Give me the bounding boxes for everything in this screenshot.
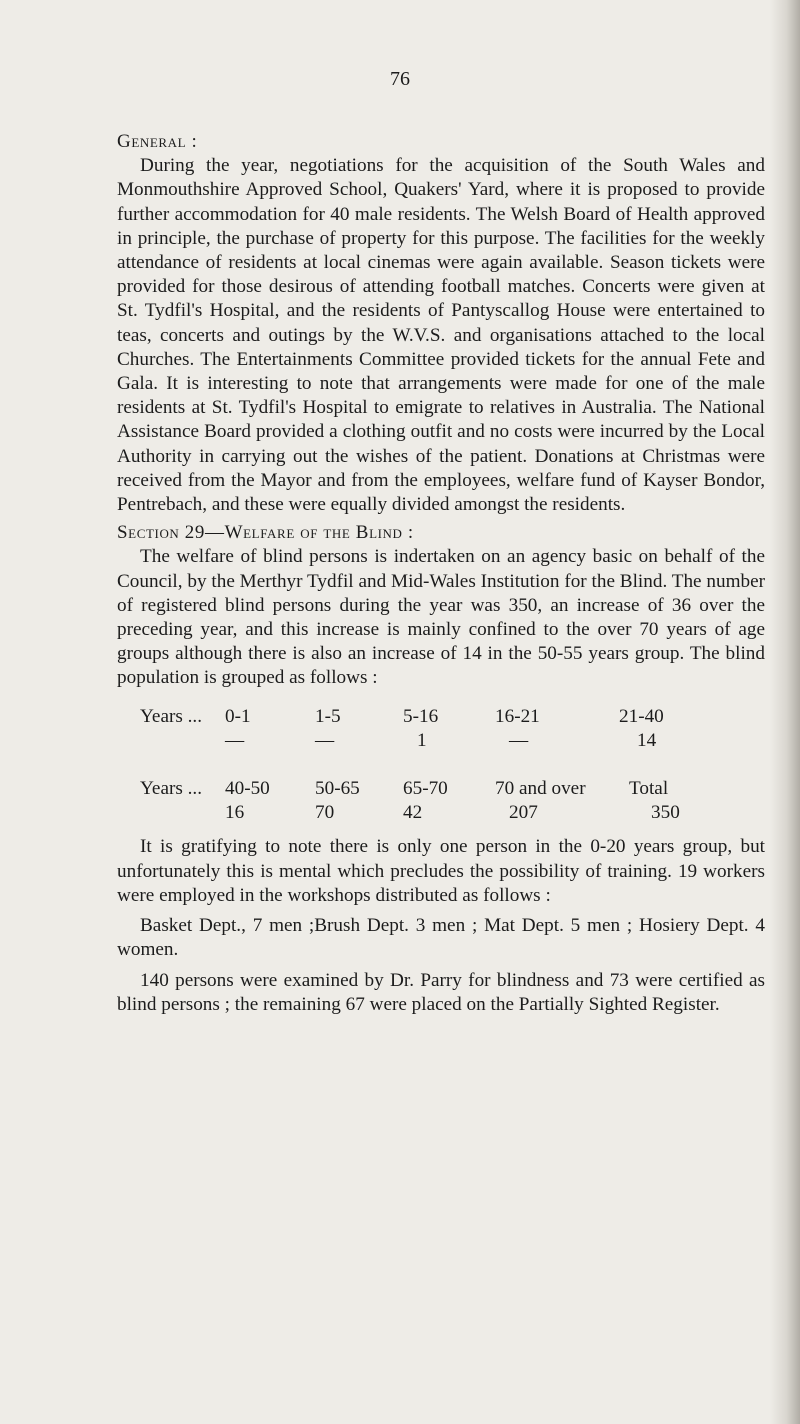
workshops-distribution: Basket Dept., 7 men ;Brush Dept. 3 men ; Mat Dept. 5 men ; Hosiery Dept. 4 women. — [117, 915, 765, 961]
age-group-header: 16-21 — [495, 705, 540, 727]
age-group-value: — — [225, 729, 245, 751]
age-group-header: 5-16 — [403, 705, 439, 727]
age-group-value: — — [509, 729, 529, 751]
age-group-header: 70 and over — [495, 778, 586, 800]
page-content — [117, 130, 765, 1017]
age-group-value: 70 — [315, 802, 335, 824]
table-row — [140, 801, 721, 825]
blind-population-table — [140, 705, 721, 826]
general-paragraph: During the year, negotiations for the acquisition of the South Wales and Monmouthshire Approved School, Quakers' Yard, where it is proposed to provide further accommodation for 40 male residents. The Welsh Board of Health approved in principle, the purchase of property for this purpose. The facilities for the weekly attendance of residents at local cinemas were again available. Season tickets were provided for those desirous of attending football matches. Concerts were given at St. Tydfil's Hospital, and the residents of Pantyscallog House were entertained to teas, concerts and outings by the W.V.S. and organisations attached to the local Churches. The Entertainments Committee provided tickets for the annual Fete and Gala. It is interesting to note that arrangements were made for one of the male residents at St. Tydfil's Hospital to emigrate to relatives in Australia. The National Assistance Board provided a clothing outfit and no costs were incurred by the Local Authority in carrying out the wishes of the patient. Donations at Christmas were received from the Mayor and from the employees, welfare fund of Kayser Bondor, Pentrebach, and these were equally divided amongst the residents. — [117, 155, 765, 516]
age-group-header: 0-1 — [225, 705, 251, 727]
section-29-paragraph-3: 140 persons were examined by Dr. Parry for blindness and 73 were certified as blind persons ; the remaining 67 were placed on the Partially Sighted Register. — [117, 969, 765, 1015]
age-group-header: 65-70 — [403, 778, 448, 800]
page-number: 76 — [390, 68, 410, 90]
section-29-paragraph-2: It is gratifying to note there is only one person in the 0-20 years group, but unfortunately this is mental which precludes the possibility of training. 19 workers were employed in the workshops distributed as follows : — [117, 836, 765, 906]
general-heading: General : — [117, 131, 198, 152]
table-row — [140, 705, 721, 729]
age-group-value: 14 — [637, 729, 657, 751]
row-label: Years ... — [140, 778, 203, 800]
age-group-value: 1 — [417, 729, 427, 751]
table-row — [140, 777, 721, 801]
age-group-value: 207 — [509, 802, 538, 824]
row-label: Years ... — [140, 705, 203, 727]
age-group-value: — — [315, 729, 335, 751]
page-edge-shadow — [770, 0, 800, 1424]
age-group-header: 40-50 — [225, 778, 270, 800]
age-group-header: 21-40 — [619, 705, 664, 727]
age-group-value: 16 — [225, 802, 245, 824]
age-group-value: 350 — [651, 802, 680, 824]
age-group-header: Total — [629, 778, 669, 800]
age-group-header: 50-65 — [315, 778, 360, 800]
section-29-paragraph: The welfare of blind persons is indertaken on an agency basic on behalf of the Council, by the Merthyr Tydfil and Mid-Wales Institution for the Blind. The number of registered blind persons during the year was 350, an increase of 36 over the preceding year, and this increase is mainly confined to the over 70 years of age groups although there is also an increase of 14 in the 50-55 years group. The blind population is grouped as follows : — [117, 546, 765, 689]
age-group-header: 1-5 — [315, 705, 341, 727]
section-29-heading: Section 29—Welfare of the Blind : — [117, 522, 414, 544]
age-group-value: 42 — [403, 802, 423, 824]
table-row — [140, 729, 721, 753]
